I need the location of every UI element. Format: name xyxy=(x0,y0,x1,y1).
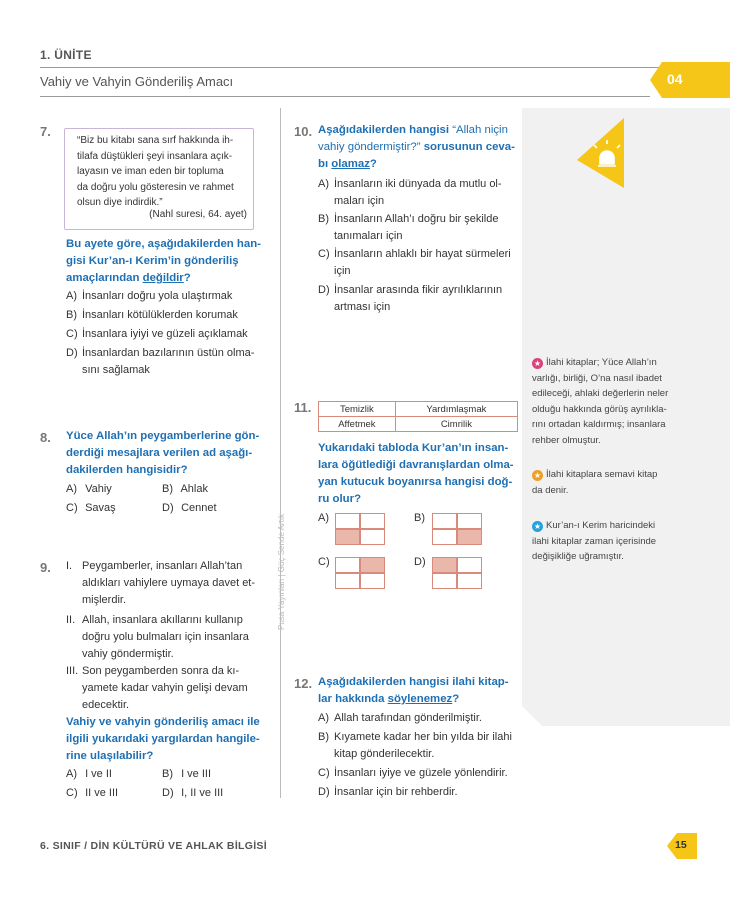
q12-number: 12. xyxy=(294,676,313,691)
item-line: edecektir. xyxy=(82,699,130,711)
option-letter: C) xyxy=(66,502,78,514)
option-text: Savaş xyxy=(85,502,116,514)
table-row xyxy=(319,402,518,417)
stem-emphasis: değildir xyxy=(142,272,184,284)
tab-number: 04 xyxy=(667,71,683,87)
q9-number: 9. xyxy=(40,560,51,575)
option-letter: B) xyxy=(318,213,329,225)
star-icon: ★ xyxy=(533,471,542,480)
q9-option-a[interactable] xyxy=(66,766,112,783)
note-line: varlığı, birliği, O’na nasıl ibadet xyxy=(532,372,662,384)
stem-line: lara öğütlediği davranışlardan olma- xyxy=(318,459,514,471)
grid-cell xyxy=(335,513,360,529)
quote-line: tilafa düştükleri şeyi insanlara açık- xyxy=(77,150,233,162)
q9-stem xyxy=(66,714,271,765)
q9-item-1 xyxy=(66,558,271,609)
note-line: ilahi kitaplar zaman içerisinde xyxy=(532,535,657,547)
option-text: İnsanları iyiye ve güzele yönlendirir. xyxy=(334,767,508,779)
q7-option-d[interactable] xyxy=(66,345,254,379)
option-letter: C) xyxy=(318,248,330,260)
item-line: mişlerdir. xyxy=(82,594,127,606)
option-letter: D) xyxy=(162,502,174,514)
option-letter: A) xyxy=(318,178,329,190)
star-icon: ★ xyxy=(533,359,542,368)
note-line: da denir. xyxy=(532,484,569,496)
quote-line: “Biz bu kitabı sana sırf hakkında ih- xyxy=(77,135,234,146)
q10-option-d[interactable] xyxy=(318,282,502,316)
q10-option-a[interactable] xyxy=(318,176,502,210)
q8-option-d[interactable] xyxy=(162,500,217,517)
option-letter: A) xyxy=(318,712,329,724)
table-cell: Affetmek xyxy=(319,417,396,432)
option-text: İnsanlara iyiyi ve güzeli açıklamak xyxy=(82,328,248,340)
q9-option-c[interactable] xyxy=(66,785,118,802)
q12-option-a[interactable] xyxy=(318,710,482,727)
option-letter: C) xyxy=(66,787,78,799)
stem-emphasis: söylenemez xyxy=(387,693,453,705)
footer-course: 6. SINIF / DİN KÜLTÜRÜ VE AHLAK BİLGİSİ xyxy=(40,840,267,852)
grid-cell xyxy=(360,573,385,589)
q11-number: 11. xyxy=(294,400,312,415)
option-letter: D) xyxy=(162,787,174,799)
q9-option-b[interactable] xyxy=(162,766,211,783)
option-text: için xyxy=(334,265,351,277)
item-line: Peygamberler, insanları Allah’tan xyxy=(82,560,243,572)
grid-cell xyxy=(335,573,360,589)
option-text: artması için xyxy=(334,301,391,313)
table-row xyxy=(319,417,518,432)
option-text: I ve III xyxy=(181,768,212,780)
roman-numeral: I. xyxy=(66,560,73,572)
grid-cell xyxy=(457,557,482,573)
item-line: vahiy göndermiştir. xyxy=(82,648,174,660)
stem-line xyxy=(318,691,523,708)
stem-line: yan kutucuk boyanırsa hangisi doğ- xyxy=(318,476,513,488)
header-rule xyxy=(40,67,668,68)
side-note-3 xyxy=(532,518,710,565)
option-text: I, II ve III xyxy=(181,787,224,799)
grid-cell xyxy=(335,557,360,573)
option-text: Vahiy xyxy=(85,483,112,495)
stem-quote: vahiy göndermiştir?” xyxy=(318,141,421,153)
q7-option-a[interactable] xyxy=(66,288,232,305)
side-note-1 xyxy=(532,355,710,448)
option-text: İnsanlar için bir rehberdir. xyxy=(334,786,458,798)
q11-stem xyxy=(318,440,523,508)
q7-number: 7. xyxy=(40,124,51,139)
stem-line: rine ulaşılabilir? xyxy=(66,750,154,762)
subtitle-rule xyxy=(40,96,650,97)
grid-cell-filled xyxy=(457,529,482,545)
stem-line xyxy=(318,122,523,139)
grid-cell xyxy=(432,513,457,529)
q8-option-a[interactable] xyxy=(66,481,112,498)
stem-line: Yukarıdaki tabloda Kur’an’ın insan- xyxy=(318,442,509,454)
behavior-table xyxy=(318,401,518,432)
stem-line: gisi Kur’an-ı Kerim’in gönderiliş xyxy=(66,255,239,267)
option-text: tanımaları için xyxy=(334,230,403,242)
note-line: olduğu hakkında görüş ayrılıkla- xyxy=(532,403,667,415)
item-line: aldıkları vahiylere uymaya davet et- xyxy=(82,577,256,589)
item-line: doğru yolu bulmaları için insanlara xyxy=(82,631,249,643)
q10-option-b[interactable] xyxy=(318,211,498,245)
q11-option-b-label[interactable]: B) xyxy=(414,512,425,524)
stem-line: Vahiy ve vahyin gönderiliş amacı ile xyxy=(66,716,260,728)
item-line: yamete kadar vahyin gelişi devam xyxy=(82,682,248,694)
option-letter: A) xyxy=(66,483,77,495)
option-text: Cennet xyxy=(181,502,217,514)
q7-stem xyxy=(66,236,266,287)
quote-line: olsun diye indirdik.” xyxy=(77,197,163,208)
q7-option-c[interactable] xyxy=(66,326,248,343)
stem-line: derdiği mesajlara verilen ad aşağı- xyxy=(66,447,253,459)
option-letter: A) xyxy=(66,290,77,302)
publisher-vertical-note: Pusa Yayınları | Güç Sende Artık xyxy=(277,513,286,630)
q11-option-a-label[interactable]: A) xyxy=(318,512,329,524)
q11-option-b-grid[interactable] xyxy=(432,513,484,547)
roman-numeral: III. xyxy=(66,665,79,677)
option-text: İnsanlar arasında fikir ayrılıklarının xyxy=(334,284,503,296)
stem-text: Aşağıdakilerden hangisi xyxy=(318,124,450,136)
grid-cell xyxy=(360,529,385,545)
q12-option-c[interactable] xyxy=(318,765,508,782)
stem-line: dakilerden hangisidir? xyxy=(66,464,188,476)
stem-text: bı xyxy=(318,158,332,170)
q9-item-3 xyxy=(66,663,271,714)
table-cell: Yardımlaşmak xyxy=(395,402,517,417)
grid-cell xyxy=(457,513,482,529)
option-letter: B) xyxy=(66,309,77,321)
option-text: Kıyamete kadar her bin yılda bir ilahi xyxy=(334,731,512,743)
column-divider xyxy=(280,108,281,798)
table-cell: Temizlik xyxy=(319,402,396,417)
note-line: Kur’an-ı Kerim haricindeki xyxy=(546,520,656,531)
q7-quote xyxy=(77,133,249,211)
q11-option-d-grid[interactable] xyxy=(432,557,484,591)
stem-line xyxy=(318,156,523,173)
q8-number: 8. xyxy=(40,430,51,445)
option-text: İnsanları kötülüklerden korumak xyxy=(82,309,238,321)
option-letter: C) xyxy=(66,328,78,340)
option-text: sını sağlamak xyxy=(82,364,150,376)
q7-quote-source: (Nahl suresi, 64. ayet) xyxy=(149,209,247,220)
q11-option-d-label[interactable]: D) xyxy=(414,556,426,568)
stem-line xyxy=(318,139,523,156)
option-text: İnsanların ahlaklı bir hayat sürmeleri xyxy=(334,248,511,260)
section-subtitle: Vahiy ve Vahyin Gönderiliş Amacı xyxy=(40,74,234,89)
item-line: Son peygamberden sonra da kı- xyxy=(82,665,240,677)
option-letter: D) xyxy=(318,786,330,798)
stem-end: ? xyxy=(452,693,460,705)
option-letter: A) xyxy=(66,768,77,780)
q10-number: 10. xyxy=(294,124,313,139)
q9-item-2 xyxy=(66,612,271,663)
stem-line: ilgili yukarıdaki yargılardan hangile- xyxy=(66,733,260,745)
stem-line xyxy=(66,270,266,287)
q7-quote-box xyxy=(64,128,254,230)
option-text: Allah tarafından gönderilmiştir. xyxy=(334,712,482,724)
section-tab xyxy=(650,62,730,98)
q7-option-b[interactable] xyxy=(66,307,238,324)
page-number-badge xyxy=(667,833,697,859)
quote-line: layasın ve iman eden bir topluma xyxy=(77,166,224,177)
page-number: 15 xyxy=(675,839,687,851)
q12-stem xyxy=(318,674,523,708)
q11-option-c-grid[interactable] xyxy=(335,557,387,591)
table-cell: Cimrilik xyxy=(395,417,517,432)
unit-label: 1. ÜNİTE xyxy=(40,48,92,62)
q11-option-a-grid[interactable] xyxy=(335,513,387,547)
option-text: I ve II xyxy=(85,768,112,780)
note-line: rını ortadan kaldırmış; insanlara xyxy=(532,419,666,430)
note-line: İlahi kitaplara semavi kitap xyxy=(546,469,658,480)
q10-stem xyxy=(318,122,523,173)
grid-cell-filled xyxy=(432,557,457,573)
stem-line: ru olur? xyxy=(318,493,362,505)
option-text: maları için xyxy=(334,195,385,207)
side-note-2 xyxy=(532,467,710,498)
option-letter: D) xyxy=(66,347,78,359)
note-line: değişikliğe uğramıştır. xyxy=(532,551,624,562)
grid-cell xyxy=(432,529,457,545)
item-line: Allah, insanlara akıllarını kullanıp xyxy=(82,614,243,626)
grid-cell xyxy=(432,573,457,589)
option-text: II ve III xyxy=(85,787,119,799)
note-line: edileceği, ahlaki değerlerin neler xyxy=(532,388,669,399)
grid-cell xyxy=(360,513,385,529)
option-text: kitap gönderilecektir. xyxy=(334,748,435,760)
stem-line: Aşağıdakilerden hangisi ilahi kitap- xyxy=(318,676,509,688)
q9-option-d[interactable] xyxy=(162,785,223,802)
q8-stem xyxy=(66,428,271,479)
q8-option-b[interactable] xyxy=(162,481,208,498)
star-icon: ★ xyxy=(533,522,542,531)
stem-end: ? xyxy=(369,158,377,170)
grid-cell-filled xyxy=(335,529,360,545)
option-text: İnsanları doğru yola ulaştırmak xyxy=(82,290,233,302)
option-text: İnsanların iki dünyada da mutlu ol- xyxy=(334,178,502,190)
stem-emphasis: olamaz xyxy=(331,158,370,170)
option-letter: B) xyxy=(162,768,173,780)
roman-numeral: II. xyxy=(66,614,76,626)
grid-cell xyxy=(457,573,482,589)
note-line: İlahi kitaplar; Yüce Allah’ın xyxy=(546,357,657,368)
q11-option-c-label[interactable]: C) xyxy=(318,556,330,568)
q12-option-d[interactable] xyxy=(318,784,458,801)
stem-text: sorusunun ceva- xyxy=(420,141,515,153)
option-text: Ahlak xyxy=(180,483,208,495)
stem-end: ? xyxy=(183,272,191,284)
quote-line: da doğru yolu gösteresin ve rahmet xyxy=(77,181,234,193)
option-letter: D) xyxy=(318,284,330,296)
stem-line: Bu ayete göre, aşağıdakilerden han- xyxy=(66,238,261,250)
option-letter: B) xyxy=(318,731,329,743)
grid-cell-filled xyxy=(360,557,385,573)
option-letter: B) xyxy=(162,483,173,495)
option-text: İnsanlardan bazılarının üstün olma- xyxy=(82,347,255,359)
stem-quote: “Allah niçin xyxy=(449,124,508,136)
q10-option-c[interactable] xyxy=(318,246,511,280)
stem-line: Yüce Allah’ın peygamberlerine gön- xyxy=(66,430,260,442)
option-letter: C) xyxy=(318,767,330,779)
q12-option-b[interactable] xyxy=(318,729,512,763)
stem-text: lar hakkında xyxy=(318,693,388,705)
stem-text: amaçlarından xyxy=(66,272,143,284)
option-text: İnsanların Allah’ı doğru bir şekilde xyxy=(334,213,499,225)
note-line: rehber olmuştur. xyxy=(532,434,601,446)
tab-shape xyxy=(650,62,730,98)
q8-option-c[interactable] xyxy=(66,500,116,517)
